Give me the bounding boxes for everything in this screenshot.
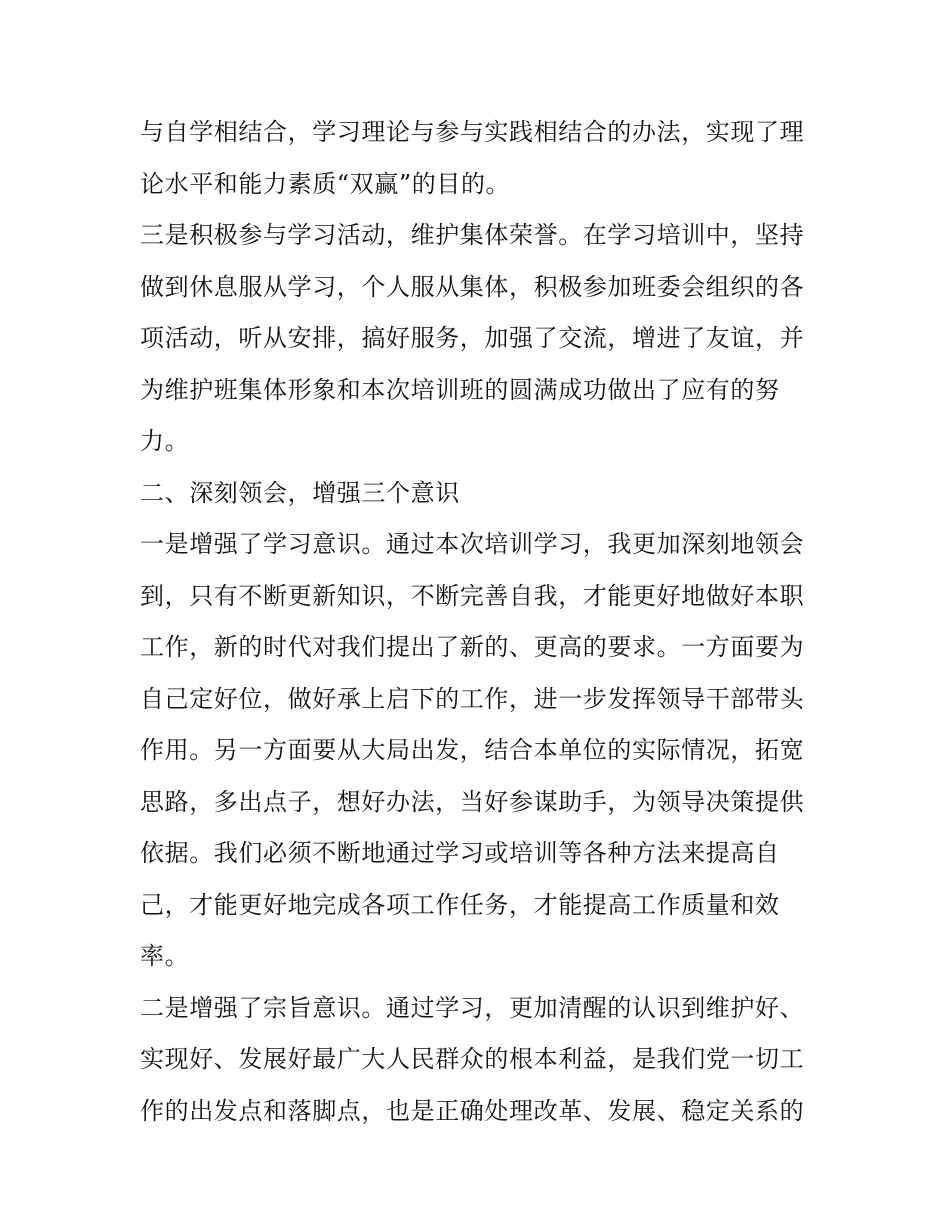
text-line: 与自学相结合，学习理论与参与实践相结合的办法，实现了理 [140, 118, 805, 146]
text-line: 做到休息服从学习，个人服从集体，积极参加班委会组织的各 [140, 272, 805, 301]
text-line: 作的出发点和落脚点，也是正确处理改革、发展、稳定关系的 [140, 1096, 805, 1125]
text-line: 三是积极参与学习活动，维护集体荣誉。在学习培训中，坚持 [140, 221, 805, 249]
text-line: 自己定好位，做好承上启下的工作，进一步发挥领导干部带头 [140, 684, 805, 713]
text-line: 二是增强了宗旨意识。通过学习，更加清醒的认识到维护好、 [140, 993, 805, 1022]
text-line: 论水平和能力素质“双赢”的目的。 [140, 169, 511, 198]
section-heading: 二、深刻领会，增强三个意识 [140, 478, 460, 507]
text-line: 到，只有不断更新知识，不断完善自我，才能更好地做好本职 [140, 581, 805, 610]
text-line: 一是增强了学习意识。通过本次培训学习，我更加深刻地领会 [140, 530, 805, 558]
text-line: 项活动，听从安排，搞好服务，加强了交流，增进了友谊，并 [140, 324, 805, 352]
text-line: 率。 [140, 942, 190, 970]
text-line: 为维护班集体形象和本次培训班的圆满成功做出了应有的努 [140, 375, 780, 404]
text-line: 依据。我们必须不断地通过学习或培训等各种方法来提高自 [140, 839, 780, 867]
text-line: 作用。另一方面要从大局出发，结合本单位的实际情况，拓宽 [140, 736, 805, 764]
text-line: 实现好、发展好最广大人民群众的根本利益，是我们党一切工 [140, 1045, 805, 1073]
document-body [140, 107, 820, 1137]
text-line: 己，才能更好地完成各项工作任务，才能提高工作质量和效 [140, 890, 780, 919]
text-line: 思路，多出点子，想好办法，当好参谋助手，为领导决策提供 [140, 787, 805, 816]
text-line: 工作，新的时代对我们提出了新的、更高的要求。一方面要为 [140, 633, 805, 661]
text-line: 力。 [140, 427, 190, 455]
